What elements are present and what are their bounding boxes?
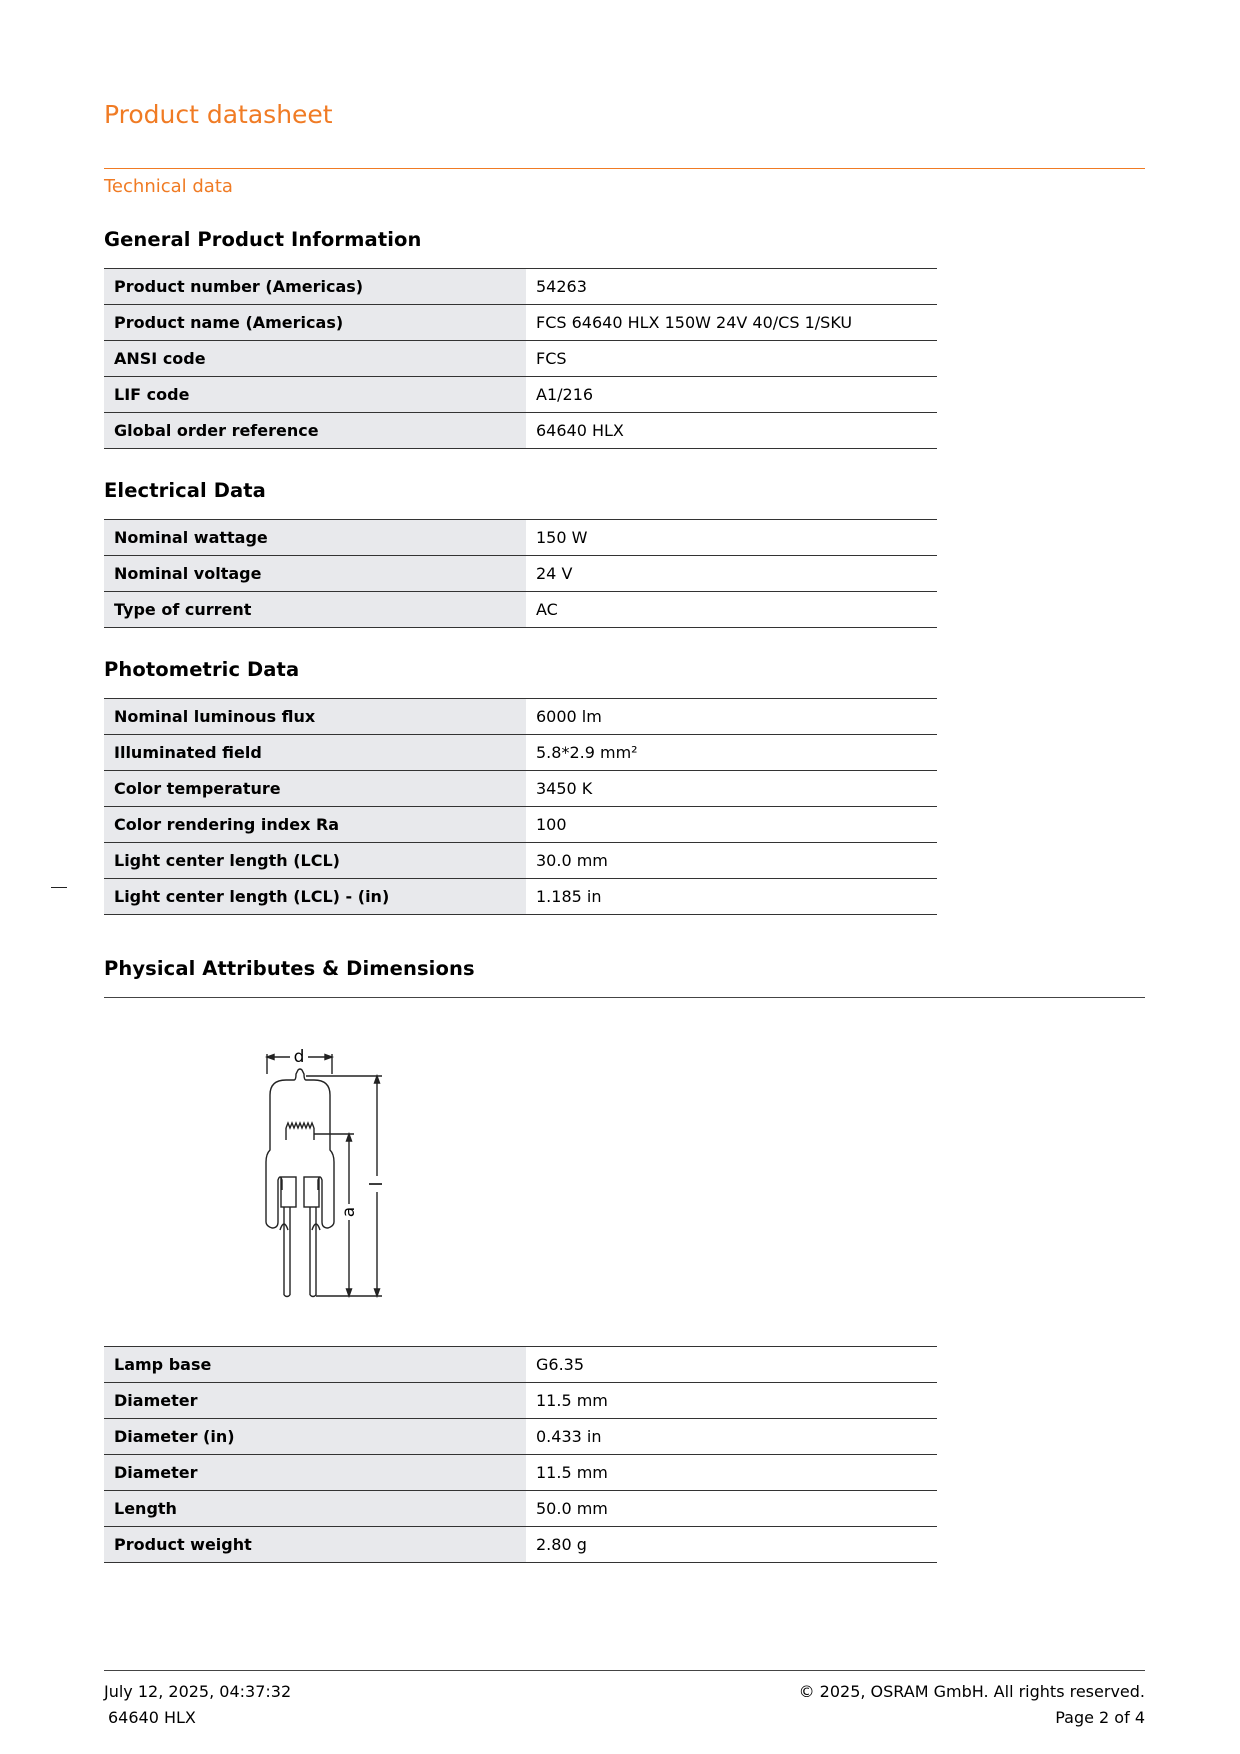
row-label: Nominal voltage [104, 556, 526, 592]
row-value: FCS [526, 341, 937, 377]
section-subtitle: Technical data [104, 176, 233, 197]
row-value: 5.8*2.9 mm² [526, 735, 937, 771]
row-label: Type of current [104, 592, 526, 628]
row-value: 0.433 in [526, 1419, 937, 1455]
row-value: 11.5 mm [526, 1455, 937, 1491]
row-value: 6000 lm [526, 699, 937, 735]
general-info-table [104, 268, 937, 449]
dimension-l-label: l [367, 1181, 387, 1187]
table-row [104, 1419, 937, 1455]
general-section-title: General Product Information [104, 228, 422, 251]
row-label: Light center length (LCL) - (in) [104, 879, 526, 915]
dimension-a-label: a [339, 1206, 359, 1218]
row-value: 100 [526, 807, 937, 843]
row-value: A1/216 [526, 377, 937, 413]
row-label: Light center length (LCL) [104, 843, 526, 879]
table-row [104, 556, 937, 592]
footer-timestamp: July 12, 2025, 04:37:32 [104, 1682, 292, 1701]
row-value: 54263 [526, 269, 937, 305]
footer-copyright: © 2025, OSRAM GmbH. All rights reserved. [798, 1682, 1145, 1701]
table-row [104, 843, 937, 879]
row-label: Product weight [104, 1527, 526, 1563]
table-row [104, 1491, 937, 1527]
row-label: ANSI code [104, 341, 526, 377]
row-value: 3450 K [526, 771, 937, 807]
row-label: Nominal luminous flux [104, 699, 526, 735]
title-divider [104, 168, 1145, 169]
row-value: 50.0 mm [526, 1491, 937, 1527]
table-row [104, 1383, 937, 1419]
row-label: Diameter [104, 1455, 526, 1491]
table-row [104, 413, 937, 449]
row-value: 1.185 in [526, 879, 937, 915]
row-value: G6.35 [526, 1347, 937, 1383]
row-label: Lamp base [104, 1347, 526, 1383]
row-value: 150 W [526, 520, 937, 556]
row-label: Length [104, 1491, 526, 1527]
table-row [104, 807, 937, 843]
table-row [104, 269, 937, 305]
row-label: Illuminated field [104, 735, 526, 771]
table-row [104, 341, 937, 377]
table-row [104, 592, 937, 628]
row-label: Diameter (in) [104, 1419, 526, 1455]
photometric-data-table [104, 698, 937, 915]
electrical-section-title: Electrical Data [104, 479, 266, 502]
row-label: Global order reference [104, 413, 526, 449]
row-label: Nominal wattage [104, 520, 526, 556]
dimension-d-label: d [293, 1047, 305, 1067]
table-row [104, 305, 937, 341]
footer-product: 64640 HLX [108, 1708, 196, 1727]
photometric-section-title: Photometric Data [104, 658, 300, 681]
bulb-diagram-icon [250, 1040, 410, 1300]
row-value: 30.0 mm [526, 843, 937, 879]
row-value: 24 V [526, 556, 937, 592]
footer-divider [104, 1670, 1145, 1671]
physical-attributes-table [104, 1346, 937, 1563]
row-value: FCS 64640 HLX 150W 24V 40/CS 1/SKU [526, 305, 937, 341]
page-title: Product datasheet [104, 100, 333, 129]
physical-section-title: Physical Attributes & Dimensions [104, 957, 475, 980]
row-label: Color temperature [104, 771, 526, 807]
row-value: 2.80 g [526, 1527, 937, 1563]
electrical-data-table [104, 519, 937, 628]
row-label: Diameter [104, 1383, 526, 1419]
footer-page-number: Page 2 of 4 [1055, 1708, 1145, 1727]
table-row [104, 699, 937, 735]
table-row [104, 377, 937, 413]
lamp-dimension-drawing [250, 1040, 410, 1304]
table-row [104, 520, 937, 556]
row-label: Product name (Americas) [104, 305, 526, 341]
row-value: 11.5 mm [526, 1383, 937, 1419]
row-label: Product number (Americas) [104, 269, 526, 305]
table-row [104, 1527, 937, 1563]
row-value: AC [526, 592, 937, 628]
row-label: LIF code [104, 377, 526, 413]
table-row [104, 735, 937, 771]
table-row [104, 771, 937, 807]
table-row [104, 1347, 937, 1383]
row-label: Color rendering index Ra [104, 807, 526, 843]
margin-mark [51, 887, 67, 888]
section-divider [104, 997, 1145, 998]
table-row [104, 879, 937, 915]
table-row [104, 1455, 937, 1491]
row-value: 64640 HLX [526, 413, 937, 449]
